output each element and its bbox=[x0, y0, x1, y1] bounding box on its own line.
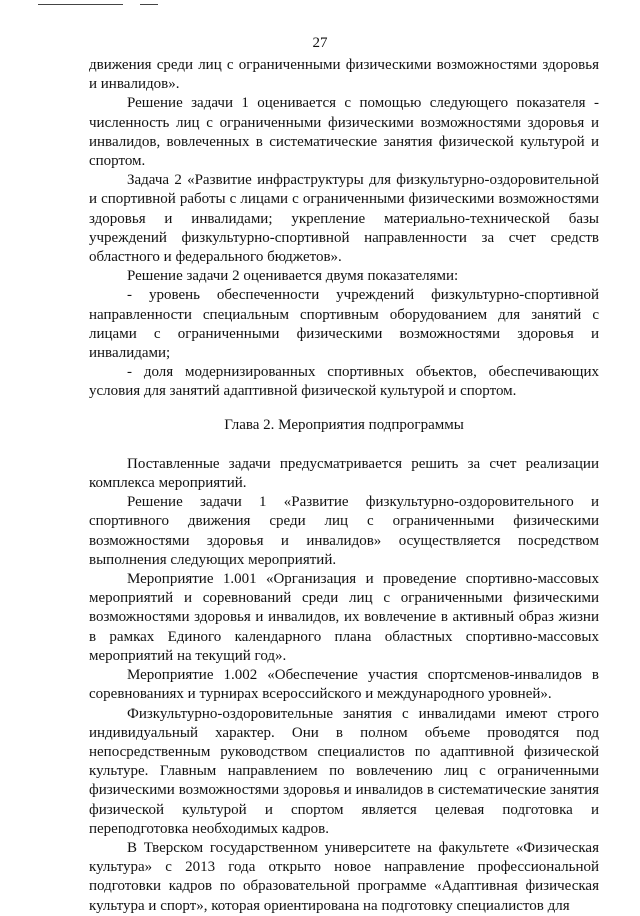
paragraph: В Тверском государственном университете на факультете «Физическая культура» с 2013 года открыто новое направление профессиональной подготовки кадров по образовательной программе «Адаптивная физическая культура и спорт», которая ориентирована на подготовку специалистов для bbox=[89, 839, 599, 914]
paragraph: Решение задачи 1 «Развитие физкультурно-оздоровительного и спортивного движения среди лиц с ограниченными физическими возможностями здоровья и инвалидов» осуществляется посредством выполнения следующих мероприятий. bbox=[89, 494, 599, 568]
chapter-heading: Глава 2. Мероприятия подпрограммы bbox=[224, 416, 464, 433]
paragraph: Задача 2 «Развитие инфраструктуры для физкультурно-оздоровительной и спортивной работы с лицами с ограниченными физическими возможностями здоровья и инвалидами; укрепление материально-технической базы учреждений физкультурно-спортивной направленности за счет средств областного и федерального бюджетов». bbox=[89, 172, 599, 266]
paragraph: Решение задачи 2 оценивается двумя показателями: bbox=[127, 268, 459, 285]
paragraph: Решение задачи 1 оценивается с помощью следующего показателя - численность лиц с ограниченными физическими возможностями здоровья и инвалидов, вовлеченных в систематические занятия физической культурой и спортом. bbox=[89, 95, 599, 170]
paragraph: Физкультурно-оздоровительные занятия с инвалидами имеют строго индивидуальный характер. Они в полном объеме проводятся под непосредственным руководством специалистов по адаптивной физической культуре. Главным направлением по вовлечению лиц с ограниченными физическими возможностями здоровья и инвалидов в систематические занятия физической культурой и спортом является целевая подготовка и переподготовка необходимых кадров. bbox=[89, 705, 599, 837]
scan-line-left bbox=[38, 4, 123, 5]
document-body bbox=[89, 56, 599, 916]
paragraph: - доля модернизированных спортивных объектов, обеспечивающих условия для занятий адаптивной физической культурой и спортом. bbox=[89, 364, 599, 400]
scan-line-right bbox=[140, 4, 158, 5]
paragraph: Мероприятие 1.002 «Обеспечение участия спортсменов-инвалидов в соревнованиях и турнирах всероссийского и международного уровней». bbox=[89, 667, 599, 703]
paragraph: Поставленные задачи предусматривается решить за счет реализации комплекса мероприятий. bbox=[89, 455, 599, 492]
paragraph: Мероприятие 1.001 «Организация и проведение спортивно-массовых мероприятий и соревнований среди лиц с ограниченными физическими возможностями здоровья и инвалидов, их вовлечение в активный образ жизни в рамках Единого календарного плана областных спортивно-массовых мероприятий на текущий год». bbox=[89, 571, 599, 664]
paragraph: движения среди лиц с ограниченными физическими возможностями здоровья и инвалидов». bbox=[89, 57, 599, 93]
paragraph: - уровень обеспеченности учреждений физкультурно-спортивной направленности специальным спортивным оборудованием для занятий с лицами с ограниченными физическими возможностями здоровья и инвалидами; bbox=[89, 287, 599, 362]
page-number: 27 bbox=[312, 35, 328, 51]
